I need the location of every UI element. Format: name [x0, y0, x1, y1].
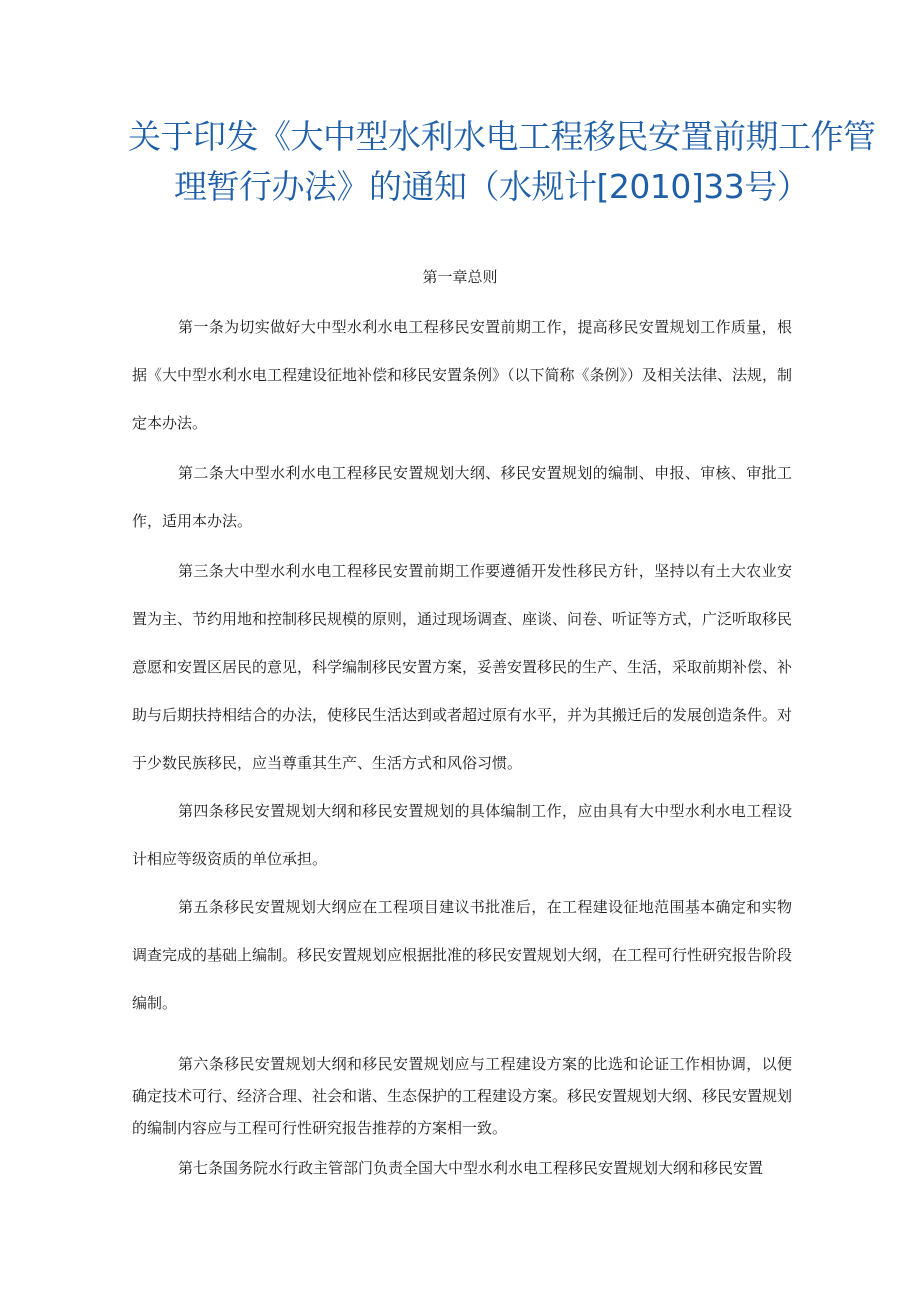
chapter-heading: 第一章总则: [422, 268, 498, 286]
article-2-paragraph: 第二条大中型水利水电工程移民安置规划大纲、移民安置规划的编制、申报、审核、审批工作，适用本办法。: [132, 464, 792, 530]
article-3-paragraph: 第三条大中型水利水电工程移民安置前期工作要遵循开发性移民方针，坚持以有土大农业安置为主、节约用地和控制移民规模的原则，通过现场调查、座谈、问卷、听证等方式，广泛听取移民意愿和安置区居民的意见，科学编制移民安置方案，妥善安置移民的生产、生活，采取前期补偿、补助与后期扶持相结合的办法，使移民生活达到或者超过原有水平，并为其搬迁后的发展创造条件。对于少数民族移民，应当尊重其生产、生活方式和风俗习惯。: [132, 562, 793, 772]
article-4-paragraph: 第四条移民安置规划大纲和移民安置规划的具体编制工作，应由具有大中型水利水电工程设计相应等级资质的单位承担。: [132, 802, 792, 868]
article-1-paragraph: 第一条为切实做好大中型水利水电工程移民安置前期工作，提高移民安置规划工作质量，根据《大中型水利水电工程建设征地补偿和移民安置条例》（以下简称《条例》）及相关法律、法规，制定本办法。: [132, 318, 793, 432]
document-title-line-2: 理暂行办法》的通知（水规计[2010]33号）: [174, 167, 810, 206]
article-7-paragraph: 第七条国务院水行政主管部门负责全国大中型水利水电工程移民安置规划大纲和移民安置: [178, 1159, 764, 1177]
document-title-line-1: 关于印发《大中型水利水电工程移民安置前期工作管: [128, 117, 876, 156]
document-title: [128, 112, 876, 212]
article-6-paragraph: 第六条移民安置规划大纲和移民安置规划应与工程建设方案的比选和论证工作相协调，以便确定技术可行、经济合理、社会和谐、生态保护的工程建设方案。移民安置规划大纲、移民安置规划的编制内容应与工程可行性研究报告推荐的方案相一致。: [132, 1055, 793, 1137]
article-5-paragraph: 第五条移民安置规划大纲应在工程项目建议书批准后，在工程建设征地范围基本确定和实物调查完成的基础上编制。移民安置规划应根据批准的移民安置规划大纲，在工程可行性研究报告阶段编制。: [132, 898, 793, 1012]
